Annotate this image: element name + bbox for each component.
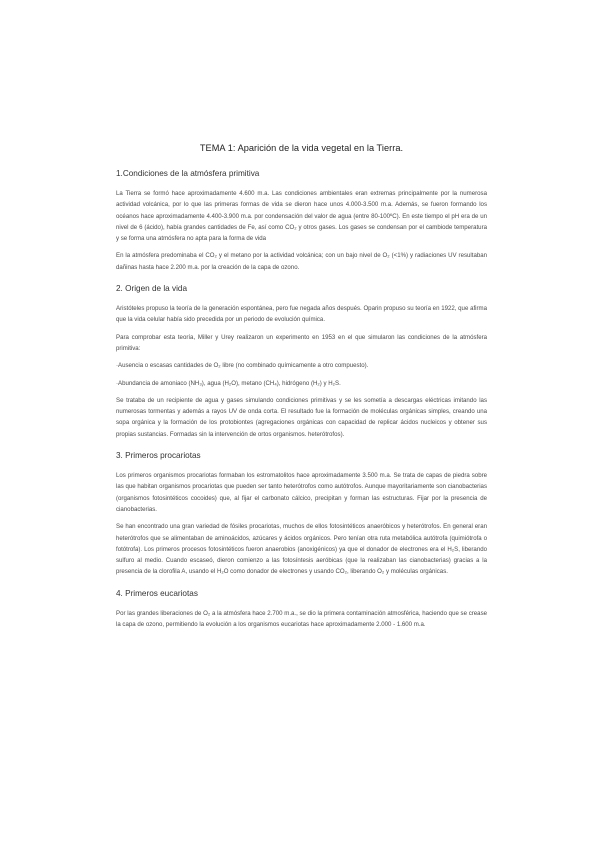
paragraph: La Tierra se formó hace aproximadamente 4.600 m.a. Las condiciones ambientales eran extremas principalmente por la numerosa actividad volcánica, por lo que las primeras formas de vida se dieron hace unos 4.000-3.500 m.a. Además, se fueron formando los océanos hace aproximadamente 4.400-3.900 m.a. por condensación del valor de agua (entre 80-100ºC). En este tiempo el pH era de un nivel de 6 (ácido), había grandes cantidades de Fe, así como CO₂ y otros gases. Los gases se condensan por el cambiode temperatura y se forma una atmósfera no apta para la forma de vida	[116, 190, 487, 243]
paragraph: En la atmósfera predominaba el CO₂ y el metano por la actividad volcánica; con un bajo nivel de O₂ (<1%) y radiaciones UV resultaban dañinas hasta hace 2.200 m.a. por la creación de la capa de ozono.	[116, 252, 487, 271]
paragraph: Por las grandes liberaciones de O₂ a la atmósfera hace 2.700 m.a., se dio la primera contaminación atmosférica, haciendo que se crease la capa de ozono, permitiendo la evolución a los organismos eucariotas hace aproximadamente 2.000 - 1.600 m.a.	[116, 609, 487, 629]
list-item: ·Ausencia o escasas cantidades de O₂ libre (no combinado químicamente a otro compuesto).	[116, 362, 369, 370]
paragraph: Se han encontrado una gran variedad de fósiles procariotas, muchos de ellos fotosintéticos anaeróbicos y heterótrofos. En general eran heterótrofos que se alimentaban de aminoácidos, azúcares y ácidos orgánicos. Pero tenían otra ruta metabólica autótrofa (quimiótrofa o fotótrofa). Los primeros procesos fotosintéticos fueron anaerobios (anoxigénicos) ya que el donador de electrones era el H₂S, liberando sulfuro al medio. Cuando escaseó, dieron comienzo a las fotosíntesis aeróbicas (que la realizaban las cianobacterias) gracias a la presencia de la clorofila A, usando el H₂O como donador de electrones y usando CO₂, liberando O₂ y moléculas orgánicas.	[116, 523, 487, 576]
section-heading-atmosfera: 1.Condiciones de la atmósfera primitiva	[116, 169, 260, 178]
paragraph: Aristóteles propuso la teoría de la generación espontánea, pero fue negada años después. Oparin propuso su teoría en 1922, que afirma que la vida celular había sido precedida por un periodo de evolución química.	[116, 305, 487, 324]
document-content	[116, 143, 487, 636]
document-title: TEMA 1: Aparición de la vida vegetal en la Tierra.	[199, 143, 404, 153]
section-heading-eucariotas: 4. Primeros eucariotas	[116, 588, 198, 598]
section-heading-procariotas: 3. Primeros procariotas	[116, 451, 201, 461]
paragraph: Para comprobar esta teoría, Miller y Urey realizaron un experimento en 1953 en el que simularon las condiciones de la atmósfera primitiva:	[116, 333, 487, 352]
paragraph: Los primeros organismos procariotas formaban los estromatolitos hace aproximadamente 3.500 m.a. Se trata de capas de piedra sobre las que habitan organismos procariotas que pueden ser tanto heterótrofos como autótrofos. Aunque mayoritariamente son cianobacterias (organismos fotosintéticos cocoides) que, al fijar el carbonato cálcico, precipitan y forman las estructuras. Fijar por la presencia de cianobacterias.	[116, 472, 487, 513]
paragraph: Se trataba de un recipiente de agua y gases simulando condiciones primitivas y se les sometía a descargas eléctricas imitando las numerosas tormentas y además a rayos UV de onda corta. El resultado fue la formación de moléculas orgánicas simples, creando una sopa orgánica y la formación de los protobiontes (agregaciones orgánicas con capacidad de replicar ácidos nucleicos y obtener sus propias sustancias. Formadas sin la intervención de ortos organismos. heterótrofos).	[116, 396, 487, 438]
section-heading-origen: 2. Origen de la vida	[116, 284, 188, 294]
list-item: ·Abundancia de amoniaco (NH₃), agua (H₂O), metano (CH₄), hidrógeno (H₂) y H₂S.	[116, 379, 341, 387]
